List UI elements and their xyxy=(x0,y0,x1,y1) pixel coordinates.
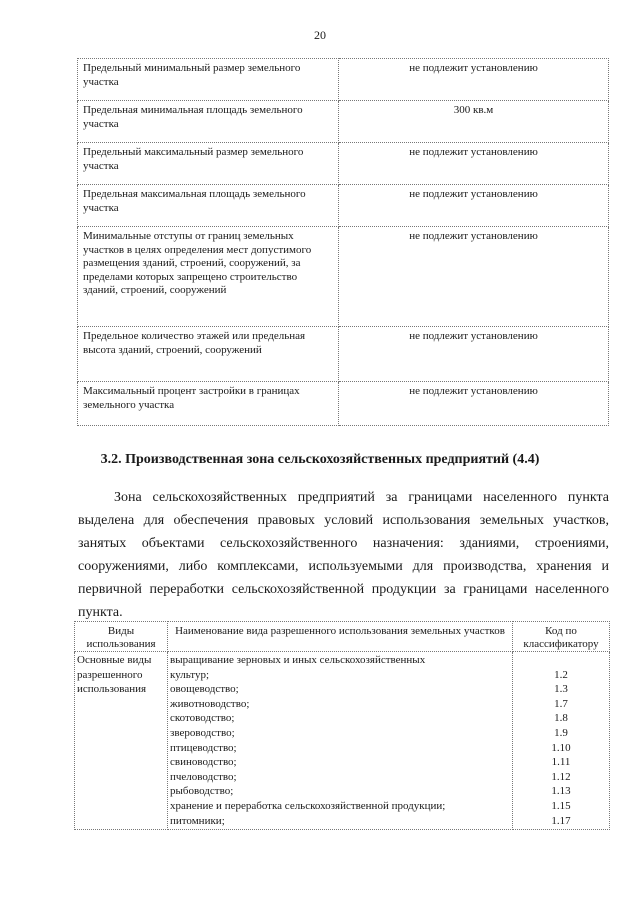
header-use-name: Наименование вида разрешенного использования земельных участков xyxy=(168,622,513,652)
parameter-value: не подлежит установлению xyxy=(339,59,609,101)
table-row xyxy=(78,185,609,227)
list-item: хранение и переработка сельскохозяйственной продукции; xyxy=(170,799,446,812)
parameter-name: Минимальные отступы от границ земельных участков в целях определения мест допустимого размещения зданий, строений, сооружений, за пределами которых запрещено строительство зданий, строений, сооружений xyxy=(78,227,339,327)
list-item: скотоводство; xyxy=(170,712,235,725)
section-paragraph xyxy=(78,486,609,624)
parameter-name: Предельная максимальная площадь земельного участка xyxy=(78,185,339,227)
classifier-code: 1.2 xyxy=(554,668,568,681)
table-row xyxy=(78,143,609,185)
header-classifier-code: Код по классификатору xyxy=(513,622,610,652)
parameter-value: не подлежит установлению xyxy=(339,382,609,426)
parameter-name: Предельный минимальный размер земельного участка xyxy=(78,59,339,101)
parameter-value: не подлежит установлению xyxy=(339,143,609,185)
list-item: культур; xyxy=(170,668,210,681)
parameter-value: 300 кв.м xyxy=(339,101,609,143)
parameter-name: Предельная минимальная площадь земельного участка xyxy=(78,101,339,143)
classifier-code: 1.7 xyxy=(554,697,568,710)
parameter-value: не подлежит установлению xyxy=(339,227,609,327)
parameter-name: Максимальный процент застройки в границах земельного участка xyxy=(78,382,339,426)
classifier-code: 1.8 xyxy=(554,712,568,725)
table-row xyxy=(78,327,609,382)
parameter-value: не подлежит установлению xyxy=(339,185,609,227)
classifier-codes xyxy=(513,652,610,830)
list-item: животноводство; xyxy=(170,697,250,710)
table-row xyxy=(75,652,610,830)
list-item: пчеловодство; xyxy=(170,770,237,783)
classifier-code: 1.17 xyxy=(551,814,571,827)
paragraph-text: Зона сельскохозяйственных предприятий за границами населенного пункта выделена для обеспечения правовых условий использования земельных участков, занятых объектами сельскохозяйственного назначения: зданиями, строениями, сооружениями, либо комплексами, используемыми для производства, хранения и первичной переработки сельскохозяйственной продукции за границами населенного пункта. xyxy=(78,490,609,620)
use-names xyxy=(168,652,513,830)
table-header-row xyxy=(75,622,610,652)
row-label: Основные виды разрешенного использования xyxy=(75,652,168,830)
zone-parameters-table xyxy=(77,58,609,426)
list-item: питомники; xyxy=(170,814,225,827)
permitted-uses-table xyxy=(74,621,610,830)
parameter-name: Предельное количество этажей или предельная высота зданий, строений, сооружений xyxy=(78,327,339,382)
list-item: рыбоводство; xyxy=(170,785,234,798)
table-row xyxy=(78,101,609,143)
classifier-code: 1.15 xyxy=(551,799,571,812)
classifier-code: 1.11 xyxy=(551,756,571,769)
parameter-name: Предельный максимальный размер земельного участка xyxy=(78,143,339,185)
parameter-value: не подлежит установлению xyxy=(339,327,609,382)
list-item: звероводство; xyxy=(170,726,235,739)
table-row xyxy=(78,382,609,426)
classifier-code: 1.9 xyxy=(554,726,568,739)
list-item: выращивание зерновых и иных сельскохозяйственных xyxy=(170,654,426,666)
header-usage-type: Виды использования xyxy=(75,622,168,652)
table-row xyxy=(78,59,609,101)
table-row xyxy=(78,227,609,327)
list-item: овощеводство; xyxy=(170,683,239,696)
page-number: 20 xyxy=(314,28,326,42)
list-item: птицеводство; xyxy=(170,741,237,754)
classifier-code: 1.13 xyxy=(551,785,571,798)
list-item: свиноводство; xyxy=(170,756,237,769)
classifier-code: 1.3 xyxy=(554,683,568,696)
classifier-code: 1.10 xyxy=(551,741,571,754)
section-title: 3.2. Производственная зона сельскохозяйственных предприятий (4.4) xyxy=(100,452,540,467)
classifier-code xyxy=(515,653,607,668)
classifier-code: 1.12 xyxy=(551,770,571,783)
